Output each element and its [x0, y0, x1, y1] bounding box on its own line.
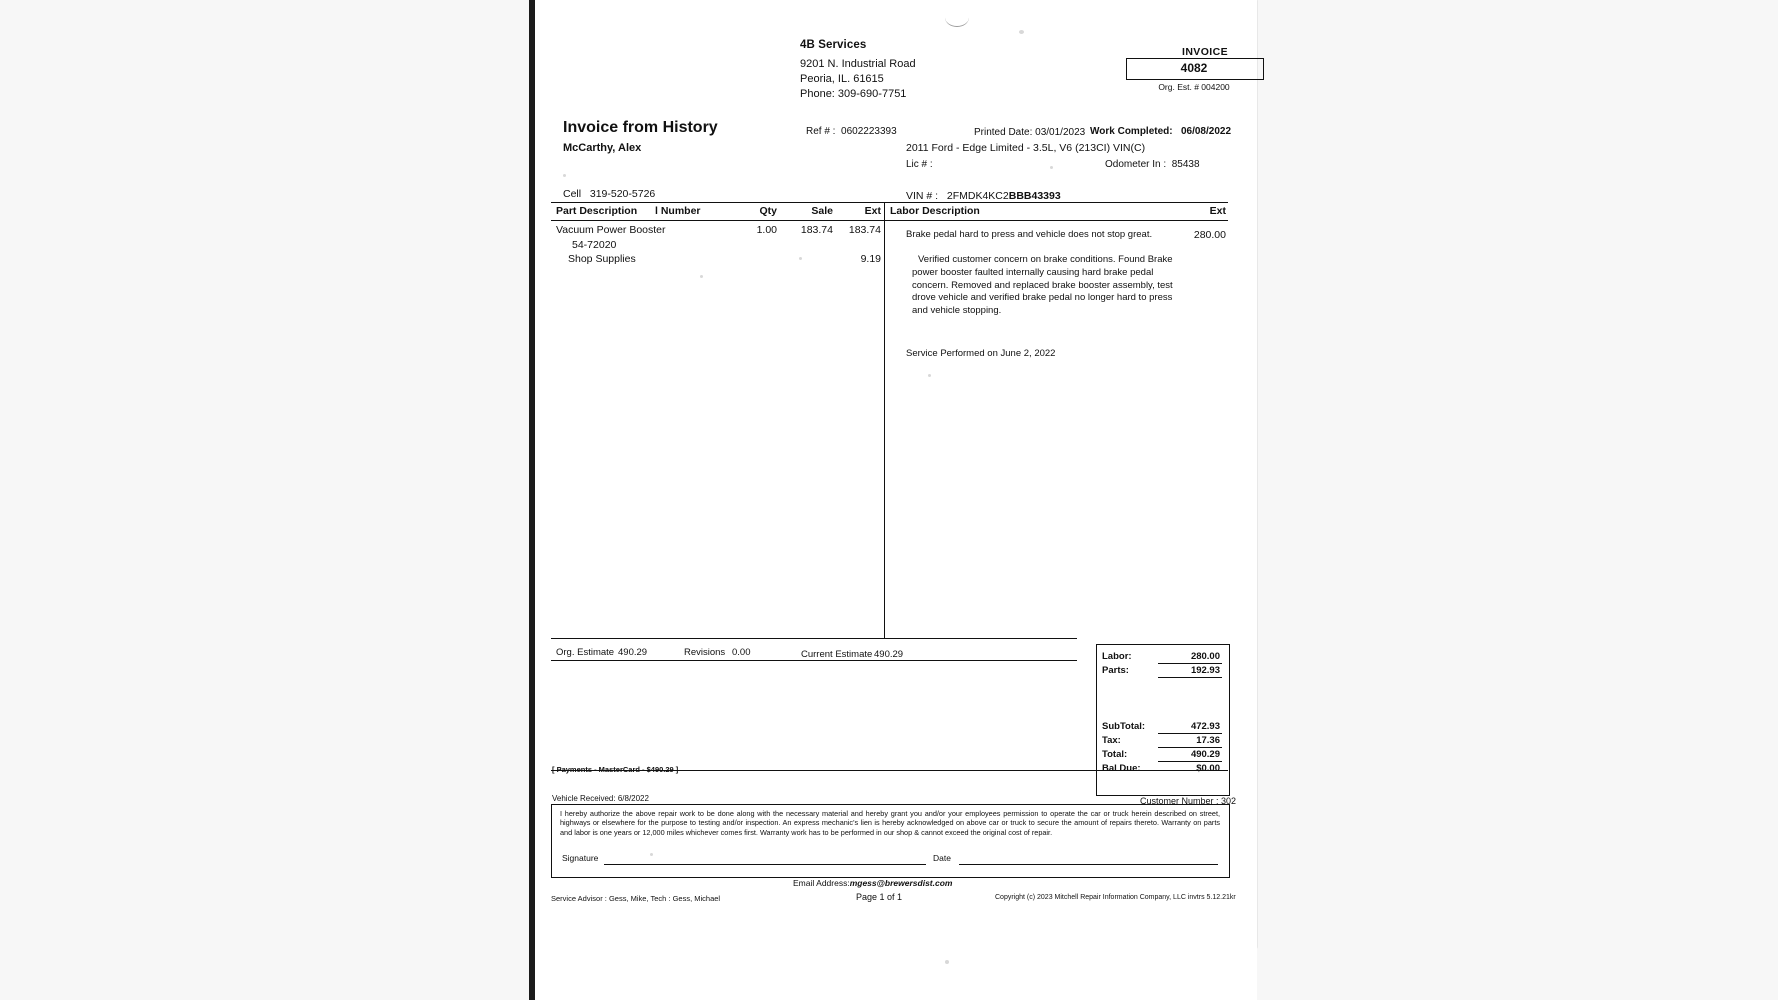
ref-number	[806, 126, 897, 137]
subtotal-label: SubTotal:	[1102, 721, 1146, 732]
customer-name: McCarthy, Alex	[563, 142, 642, 154]
email-value: mgess@brewersdist.com	[849, 878, 953, 888]
vehicle-description: 2011 Ford - Edge Limited - 3.5L, V6 (213CI) VIN(C)	[906, 142, 1146, 154]
labor-story: Verified customer concern on brake conditions. Found Brake power booster faulted internally causing hard brake pedal concern. Removed and replaced brake booster assembly, test drove vehicle and verified brake pedal no longer hard to press and vehicle stopping.	[912, 254, 1173, 317]
printed-date-value: 03/01/2023	[1035, 127, 1086, 138]
email-address	[793, 878, 952, 888]
col-qty: Qty	[759, 205, 777, 217]
table-row: Vacuum Power Booster	[556, 224, 666, 236]
part-number: 54-72020	[572, 239, 617, 251]
work-completed-value: 06/08/2022	[1180, 126, 1232, 137]
company-address-line2: Peoria, IL. 61615	[800, 73, 884, 85]
vehicle-received: Vehicle Received: 6/8/2022	[552, 794, 649, 803]
col-part-number: l Number	[655, 205, 701, 217]
col-labor-ext: Ext	[1209, 205, 1226, 217]
subtotal-value: 472.93	[1190, 721, 1220, 732]
org-estimate-number: Org. Est. # 004200	[1158, 82, 1230, 92]
col-sale: Sale	[811, 205, 833, 217]
table-bottom-rule	[551, 638, 1077, 639]
license-label: Lic # :	[906, 159, 933, 170]
vin-value-serial: BBB43393	[1008, 190, 1061, 202]
parts-total-value: 192.93	[1190, 665, 1220, 676]
customer-number: Customer Number : 302	[1140, 796, 1237, 806]
tax-underline	[1158, 747, 1222, 748]
labor-ext-value: 280.00	[1193, 229, 1226, 241]
signature-line[interactable]	[604, 864, 926, 865]
scan-speck	[928, 374, 931, 377]
scan-speck	[799, 257, 802, 260]
parts-total-label: Parts:	[1102, 665, 1129, 676]
revisions-value: 0.00	[732, 647, 751, 658]
labor-total-value: 280.00	[1190, 651, 1220, 662]
service-performed-note: Service Performed on June 2, 2022	[906, 348, 1056, 359]
vin-label: VIN # :	[906, 190, 939, 202]
page-title: Invoice from History	[563, 119, 718, 136]
odometer-label: Odometer In :	[1105, 159, 1167, 170]
parts-total-underline	[1158, 677, 1222, 678]
company-name: 4B Services	[800, 39, 867, 51]
table-center-divider	[884, 202, 885, 638]
company-phone: Phone: 309-690-7751	[800, 88, 907, 100]
invoice-number: 4082	[1180, 61, 1208, 75]
odometer-field	[1105, 159, 1200, 170]
table-row: Shop Supplies	[568, 253, 636, 265]
payments-note: [ Payments - MasterCard - $490.29 ]	[552, 765, 679, 774]
copyright-note: Copyright (c) 2023 Mitchell Repair Information Company, LLC invtrs 5.12.21kr	[995, 894, 1236, 901]
balance-due-label: Bal Due:	[1102, 763, 1141, 774]
license-field	[906, 159, 933, 170]
total-label: Total:	[1102, 749, 1128, 760]
signature-label: Signature	[562, 853, 599, 863]
total-value: 490.29	[1190, 749, 1220, 760]
scan-speck	[1050, 166, 1053, 169]
work-completed	[1090, 126, 1231, 137]
org-estimate-label: Org. Estimate	[556, 647, 615, 658]
customer-cell	[563, 188, 655, 200]
estimate-bottom-rule	[551, 660, 1077, 661]
vin-field	[906, 190, 1061, 202]
labor-total-label: Labor:	[1102, 651, 1132, 662]
service-advisor: Service Advisor : Gess, Mike, Tech : Gess, Michael	[551, 894, 721, 903]
part-ext: 9.19	[860, 253, 881, 265]
date-line[interactable]	[959, 864, 1218, 865]
authorization-text: I hereby authorize the above repair work to be done along with the necessary material and hereby grant you and/or your employees permission to operate the car or truck herein described on street, highways or elsewhere for the purpose to testing and/or inspection. An express mechanic's lien is hereby acknowledged on above car or truck to secure the amount of repairs thereto. Warranty on parts and labor is one years or 12,000 miles whichever comes first. Warranty work has to be performed in our shop & cannot exceed the original cost of repair.	[560, 809, 1220, 837]
current-estimate-value: 490.29	[874, 649, 904, 660]
scan-speck	[945, 960, 949, 964]
org-estimate-value: 490.29	[618, 647, 648, 658]
tax-value: 17.36	[1196, 735, 1220, 746]
vin-value: 2FMDK4KC2	[946, 190, 1009, 202]
scan-speck	[563, 174, 566, 177]
printed-date-label: Printed Date:	[974, 127, 1033, 138]
col-ext: Ext	[864, 205, 881, 217]
work-completed-label: Work Completed:	[1090, 126, 1173, 137]
table-top-rule	[551, 202, 1228, 203]
cell-label: Cell	[563, 188, 582, 200]
date-label: Date	[933, 853, 951, 863]
subtotal-underline	[1158, 733, 1222, 734]
scan-speck	[1019, 30, 1024, 34]
invoice-label: INVOICE	[1182, 46, 1228, 58]
labor-total-underline	[1158, 663, 1222, 664]
col-part-description: Part Description	[556, 205, 638, 217]
page-curl-artifact	[945, 8, 969, 27]
col-labor-description: Labor Description	[890, 205, 980, 217]
ref-value: 0602223393	[841, 126, 897, 137]
revisions-label: Revisions	[684, 647, 726, 658]
ref-label: Ref # :	[806, 126, 836, 137]
printed-date	[974, 127, 1085, 138]
current-estimate-label: Current Estimate	[801, 649, 873, 660]
company-address-line1: 9201 N. Industrial Road	[800, 58, 916, 70]
total-underline	[1158, 761, 1222, 762]
cell-value: 319-520-5726	[589, 188, 656, 200]
part-sale: 183.74	[800, 224, 833, 236]
tax-label: Tax:	[1102, 735, 1121, 746]
part-qty: 1.00	[756, 224, 777, 236]
labor-complaint: Brake pedal hard to press and vehicle does not stop great.	[906, 229, 1153, 240]
scan-speck	[700, 275, 703, 278]
page-indicator: Page 1 of 1	[856, 892, 903, 902]
table-header-rule	[551, 220, 1228, 221]
invoice-paper-bottom	[535, 948, 1257, 1000]
email-label: Email Address:	[793, 878, 850, 888]
balance-due-value: $0.00	[1196, 763, 1220, 774]
part-ext: 183.74	[848, 224, 881, 236]
odometer-value: 85438	[1171, 159, 1200, 170]
